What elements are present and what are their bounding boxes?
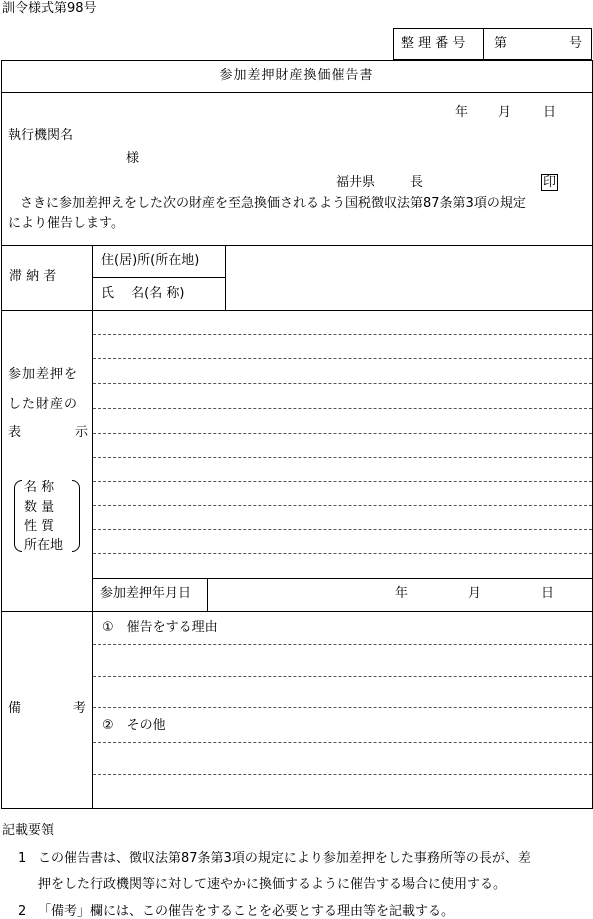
reference-go: 号 (569, 36, 583, 51)
property-label-ji: 示 (75, 425, 89, 440)
sama-honorific: 様 (126, 151, 140, 166)
sender-prefecture: 福井県 (336, 175, 376, 190)
paren-item-location: 所在地 (24, 538, 64, 553)
property-ruled-line (93, 408, 592, 409)
addressee-label: 執行機関名 (8, 128, 74, 143)
reference-divider (483, 28, 484, 60)
remarks-ruled-line (93, 742, 592, 743)
sender-title: 長 (410, 175, 424, 190)
note2-text: 「備考」欄には、この催告をすることを必要とする理由等を記載する。 (38, 904, 455, 919)
property-label-hyo: 表 (8, 425, 22, 440)
taxpayer-row-divider (92, 277, 226, 278)
body-text-line1: さきに参加差押えをした次の財産を至急換価されるよう国税徴収法第87条第3項の規定 (20, 196, 526, 211)
body-text-line2: により催告します。 (8, 216, 124, 231)
property-label-line2: した財産の (8, 397, 79, 412)
property-ruled-line (93, 383, 592, 384)
taxpayer-address-field[interactable] (226, 246, 592, 277)
taxpayer-name-label: 氏 名(名 称) (101, 286, 185, 301)
remarks-label-ko: 考 (73, 701, 87, 716)
property-ruled-line (93, 334, 592, 335)
taxpayer-address-label: 住(居)所(所在地) (101, 253, 200, 268)
date-month: 月 (498, 105, 512, 120)
note1-number: 1 (18, 851, 27, 866)
seizure-date-year: 年 (395, 586, 409, 601)
taxpayer-label: 滞 納 者 (9, 269, 57, 284)
property-ruled-line (93, 553, 592, 554)
reference-dai: 第 (494, 36, 508, 51)
seizure-date-month: 月 (468, 586, 482, 601)
property-label-line1: 参加差押を (8, 367, 79, 382)
paren-item-quality: 性 質 (24, 519, 55, 534)
note1-line1: この催告書は、徴収法第87条第3項の規定により参加差押をした事務所等の長が、差 (38, 851, 531, 866)
seal-mark: 印 (543, 175, 557, 190)
right-parenthesis (72, 480, 80, 552)
date-day: 日 (543, 105, 557, 120)
form-number: 訓令様式第98号 (2, 1, 97, 16)
remarks-item2: ② その他 (102, 718, 166, 733)
property-description-area[interactable] (93, 311, 592, 578)
seizure-date-divider (207, 578, 208, 611)
seizure-date-label: 参加差押年月日 (100, 586, 192, 601)
remarks-item1: ① 催告をする理由 (102, 620, 218, 635)
notes-heading: 記載要領 (2, 823, 55, 838)
seizure-date-day: 日 (541, 586, 555, 601)
remarks-ruled-line (93, 774, 592, 775)
property-ruled-line (93, 481, 592, 482)
document-title: 参加差押財産換価催告書 (219, 68, 374, 83)
note2-number: 2 (18, 904, 27, 919)
seizure-date-top-border (92, 578, 593, 579)
title-separator (1, 92, 593, 93)
property-ruled-line (93, 529, 592, 530)
paren-item-name: 名 称 (24, 480, 55, 495)
remarks-ruled-line (93, 707, 592, 708)
taxpayer-name-field[interactable] (226, 278, 592, 309)
remarks-ruled-line (93, 644, 592, 645)
remarks-label-bi: 備 (8, 701, 22, 716)
remarks-area[interactable] (93, 612, 592, 808)
remarks-ruled-line (93, 676, 592, 677)
note1-line2: 押をした行政機関等に対して速やかに換価するように催告する場合に使用する。 (38, 877, 507, 892)
reference-label: 整 理 番 号 (401, 36, 466, 51)
property-ruled-line (93, 433, 592, 434)
property-ruled-line (93, 358, 592, 359)
left-parenthesis (14, 480, 22, 552)
paren-item-quantity: 数 量 (24, 500, 55, 515)
date-year: 年 (455, 105, 469, 120)
property-ruled-line (93, 457, 592, 458)
property-ruled-line (93, 505, 592, 506)
